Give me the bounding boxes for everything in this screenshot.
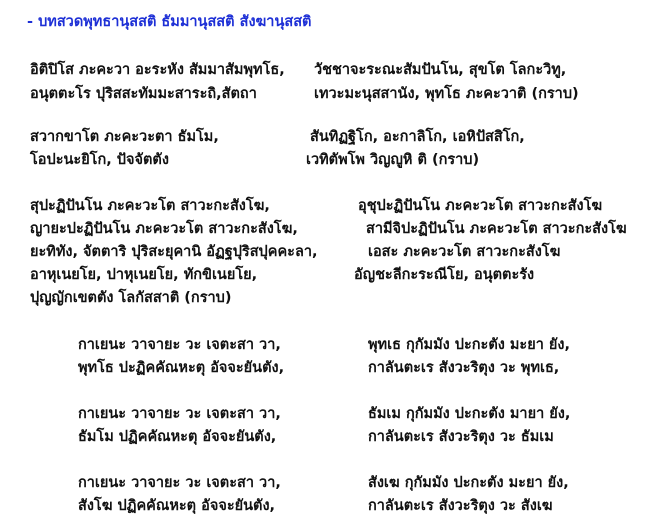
stanza3-line1-right: อุชุปะฏิปันโน ภะคะวะโต สาวะกะสังโฆ [358,198,603,214]
stanza3-line2-left: ญายะปะฏิปันโน ภะคะวะโต สาวะกะสังโฆ, [30,221,298,237]
stanza2-line2-right: เวทิตัพโพ วิญญูหิ ติ (กราบ) [306,152,480,168]
stanza3-line4-left: อาหุเนยโย, ปาหุเนยโย, ทักขิเนยโย, [30,267,258,283]
verse2-line2-right: กาลันตะเร สังวะริตุง วะ ธัมเม [368,429,554,445]
stanza2-line1-right: สันทิฏฐิโก, อะกาลิโก, เอหิปัสสิโก, [310,129,525,145]
stanza3-line4-right: อัญชะลีกะระณีโย, อนุตตะรัง [354,267,535,283]
verse2-line2-left: ธัมโม ปฏิคคัณหะตุ อัจจะยันตัง, [78,429,277,445]
verse1-line2-right: กาลันตะเร สังวะริตุง วะ พุทเธ, [368,360,560,376]
stanza3-line3-right: เอสะ ภะคะวะโต สาวะกะสังโฆ [368,244,561,260]
stanza2-line1-left: สวากขาโต ภะคะวะตา ธัมโม, [30,129,219,145]
verse3-line2-right: กาลันตะเร สังวะริตุง วะ สังเฆ [368,498,553,514]
stanza1-line2-left: อนุตตะโร ปุริสสะทัมมะสาระถิ,สัตถา [30,86,257,102]
verse1-line1-right: พุทเธ กุกัมมัง ปะกะตัง มะยา ยัง, [368,337,570,353]
verse1-line2-left: พุทโธ ปะฏิคคัณหะตุ อัจจะยันตัง, [78,360,285,376]
stanza3-line2-right: สามีจิปะฏิปันโน ภะคะวะโต สาวะกะสังโฆ [366,221,627,237]
stanza3-line5-left: ปุญญักเขตตัง โลกัสสาติ (กราบ) [30,290,232,306]
verse2-line1-left: กาเยนะ วาจายะ วะ เจตะสา วา, [78,406,281,422]
verse3-line1-right: สังเฆ กุกัมมัง ปะกะตัง มะยา ยัง, [368,475,569,491]
stanza2-line2-left: โอปะนะยิโก, ปัจจัตตัง [30,152,169,168]
verse3-line2-left: สังโฆ ปฏิคคัณหะตุ อัจจะยันตัง, [78,498,276,514]
stanza3-line1-left: สุปะฏิปันโน ภะคะวะโต สาวะกะสังโฆ, [30,198,270,214]
verse3-line1-left: กาเยนะ วาจายะ วะ เจตะสา วา, [78,475,281,491]
stanza1-line1-right: วัชชาจะระณะสัมปันโน, สุขโต โลกะวิทู, [314,62,567,78]
verse1-line1-left: กาเยนะ วาจายะ วะ เจตะสา วา, [78,337,281,353]
stanza3-line3-left: ยะทิทัง, จัตตาริ ปุริสะยุคานิ อัฏฐปุริสปุคคะลา, [30,244,318,260]
page-title: - บทสวดพุทธานุสสติ ธัมมานุสสติ สังฆานุสสติ [27,14,312,30]
stanza1-line2-right: เทวะมะนุสสานัง, พุทโธ ภะคะวาติ (กราบ) [314,86,579,102]
verse2-line1-right: ธัมเม กุกัมมัง ปะกะตัง มายา ยัง, [368,406,571,422]
stanza1-line1-left: อิติปิโส ภะคะวา อะระหัง สัมมาสัมพุทโธ, [30,62,285,78]
